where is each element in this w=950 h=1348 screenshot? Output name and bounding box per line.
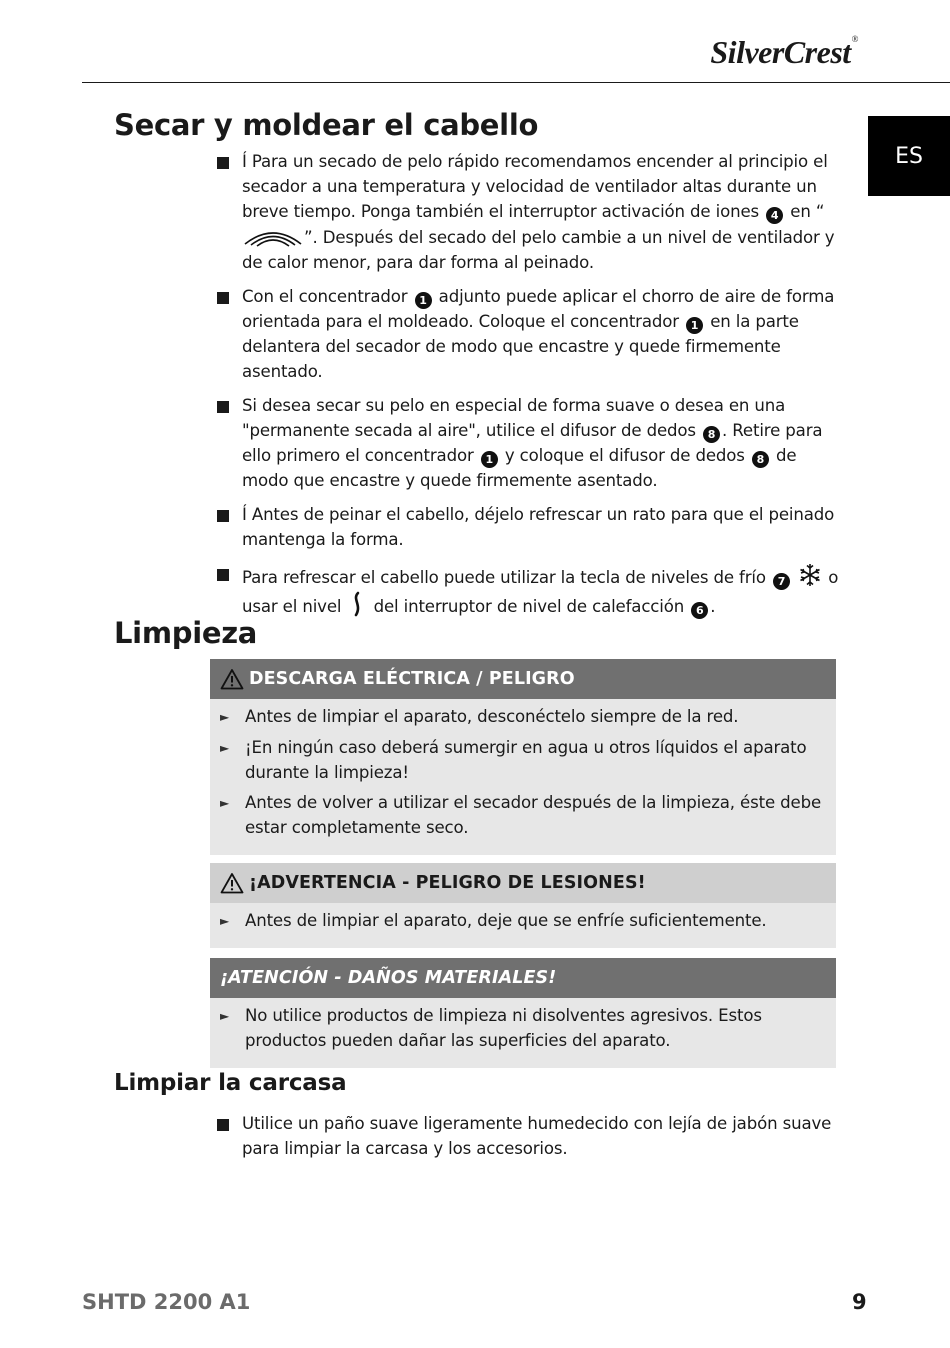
section-title-secar: Secar y moldear el cabello xyxy=(114,108,539,142)
list-item: Í Para un secado de pelo rápido recomendamos encender al principio el secador a una temperatura y velocidad de ventilador altas durante un breve tiempo. Ponga también el interruptor activación de iones 4 en “”. Después del secado del pelo cambie a un nivel de ventilador y de calor menor, para dar forma al peinado. xyxy=(215,150,840,276)
footer-model: SHTD 2200 A1 xyxy=(82,1290,251,1314)
warning-injury-box xyxy=(210,863,836,948)
section-title-limpieza: Limpieza xyxy=(114,616,258,650)
part-number-badge: 8 xyxy=(703,426,720,443)
section-title-carcasa: Limpiar la carcasa xyxy=(114,1070,347,1096)
warning-header: ¡ATENCIÓN - DAÑOS MATERIALES! xyxy=(210,958,836,998)
warning-electric-box xyxy=(210,659,836,855)
warning-header: ¡ADVERTENCIA - PELIGRO DE LESIONES! xyxy=(210,863,836,903)
part-number-badge: 4 xyxy=(766,207,783,224)
part-number-badge: 1 xyxy=(415,292,432,309)
drying-list xyxy=(215,150,840,629)
warning-header: DESCARGA ELÉCTRICA / PELIGRO xyxy=(210,659,836,699)
header-rule xyxy=(82,82,950,83)
part-number-badge: 6 xyxy=(691,602,708,619)
part-number-badge: 1 xyxy=(686,317,703,334)
list-item: Si desea secar su pelo en especial de forma suave o desea en una "permanente secada al aire", utilice el difusor de dedos 8 . Retire para ello primero el concentrador 1 y coloque el difusor de dedos 8 de modo que encastre y quede firmemente asentado. xyxy=(215,394,840,493)
warning-material-box xyxy=(210,958,836,1068)
brand-logo: SilverCrest® xyxy=(710,34,858,70)
housing-list xyxy=(215,1112,840,1171)
ion-wave-icon xyxy=(242,224,304,248)
list-item: Con el concentrador 1 adjunto puede aplicar el chorro de aire de forma orientada para el moldeado. Coloque el concentrador 1 en la parte delantera del secador de modo que encastre y quede firmemente asentado. xyxy=(215,285,840,384)
language-tab: ES xyxy=(868,116,950,196)
list-item: ► Antes de limpiar el aparato, desconéctelo siempre de la red. xyxy=(210,705,836,730)
list-item: Para refrescar el cabello puede utilizar la tecla de niveles de frío 7 o usar el nivel del interruptor de nivel de calefacción 6 . xyxy=(215,562,840,620)
list-item: Utilice un paño suave ligeramente humedecido con lejía de jabón suave para limpiar la carcasa y los accesorios. xyxy=(215,1112,840,1162)
part-number-badge: 1 xyxy=(481,451,498,468)
list-item: ► No utilice productos de limpieza ni disolventes agresivos. Estos productos pueden dañar las superficies del aparato. xyxy=(210,1004,836,1054)
page-number: 9 xyxy=(852,1290,867,1314)
part-number-badge: 8 xyxy=(752,451,769,468)
cool-air-icon xyxy=(346,591,368,617)
list-item: Í Antes de peinar el cabello, déjelo refrescar un rato para que el peinado mantenga la forma. xyxy=(215,503,840,553)
snowflake-icon xyxy=(797,562,823,588)
list-item: ► Antes de limpiar el aparato, deje que se enfríe suficientemente. xyxy=(210,909,836,934)
warning-triangle-icon xyxy=(220,668,244,690)
part-number-badge: 7 xyxy=(773,573,790,590)
list-item: ► Antes de volver a utilizar el secador después de la limpieza, éste debe estar completamente seco. xyxy=(210,791,836,841)
list-item: ► ¡En ningún caso deberá sumergir en agua u otros líquidos el aparato durante la limpieza! xyxy=(210,736,836,786)
warning-triangle-icon xyxy=(220,872,244,894)
